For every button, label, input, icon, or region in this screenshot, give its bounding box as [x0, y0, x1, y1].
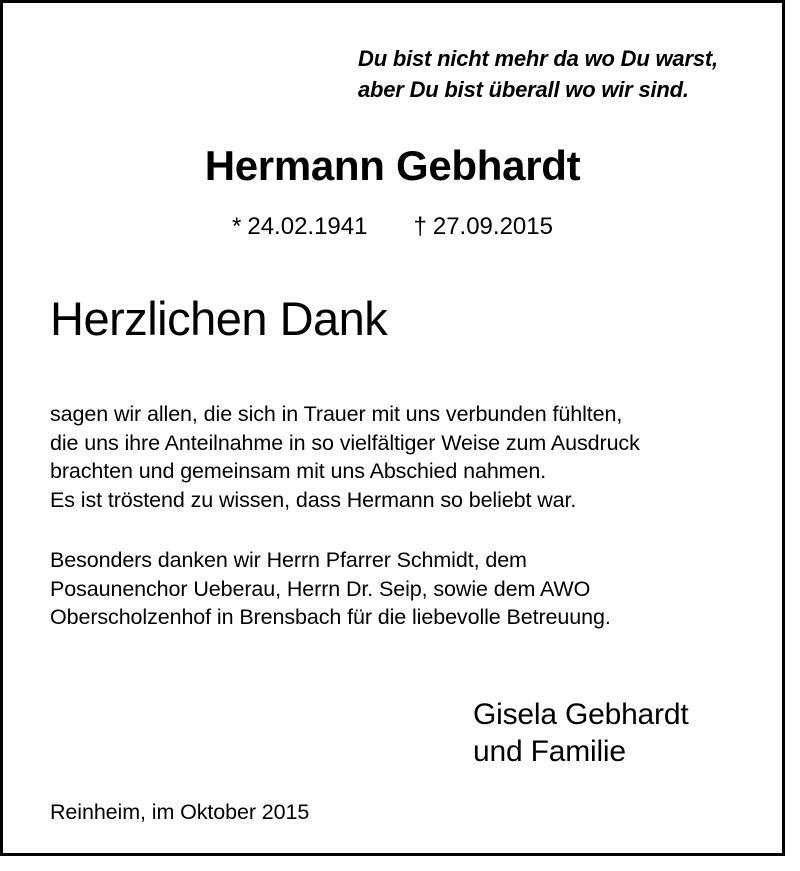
- paragraph-one-line-4: Es ist tröstend zu wissen, dass Hermann so beliebt war.: [50, 487, 577, 512]
- born-symbol-icon: *: [232, 213, 242, 240]
- gratitude-paragraph-two: [50, 546, 611, 632]
- paragraph-two-line-1: Besonders danken wir Herrn Pfarrer Schmidt, dem: [50, 548, 527, 572]
- paragraph-one-line-1: sagen wir allen, die sich in Trauer mit uns verbunden fühlten,: [50, 402, 623, 426]
- life-dates: [3, 212, 782, 242]
- cross-dagger-icon: †: [413, 213, 427, 240]
- birth-date-group: [232, 213, 367, 240]
- paragraph-two-line-2: Posaunenchor Ueberau, Herrn Dr. Seip, sowie dem AWO: [50, 576, 591, 601]
- gratitude-paragraph-one: [50, 400, 640, 514]
- paragraph-two-line-3: Oberscholzenhof in Brensbach für die liebevolle Betreuung.: [50, 605, 611, 629]
- epigraph-line-1: Du bist nicht mehr da wo Du warst,: [358, 46, 718, 71]
- epigraph-line-2: aber Du bist überall wo wir sind.: [358, 77, 689, 102]
- signature-block: [473, 696, 688, 770]
- thanks-heading: Herzlichen Dank: [50, 292, 388, 345]
- death-date-group: [413, 213, 552, 240]
- birth-date: 24.02.1941: [247, 213, 368, 240]
- paragraph-one-line-2: die uns ihre Anteilnahme in so vielfältiger Weise zum Ausdruck: [50, 430, 640, 455]
- signature-line-2: und Familie: [473, 735, 626, 768]
- death-date: 27.09.2015: [432, 213, 553, 240]
- deceased-name: Hermann Gebhardt: [204, 142, 581, 189]
- paragraph-one-line-3: brachten und gemeinsam mit uns Abschied nahmen.: [50, 459, 547, 483]
- place-and-date: Reinheim, im Oktober 2015: [50, 800, 310, 824]
- signature-line-1: Gisela Gebhardt: [473, 698, 689, 731]
- epigraph-verse: [358, 43, 718, 105]
